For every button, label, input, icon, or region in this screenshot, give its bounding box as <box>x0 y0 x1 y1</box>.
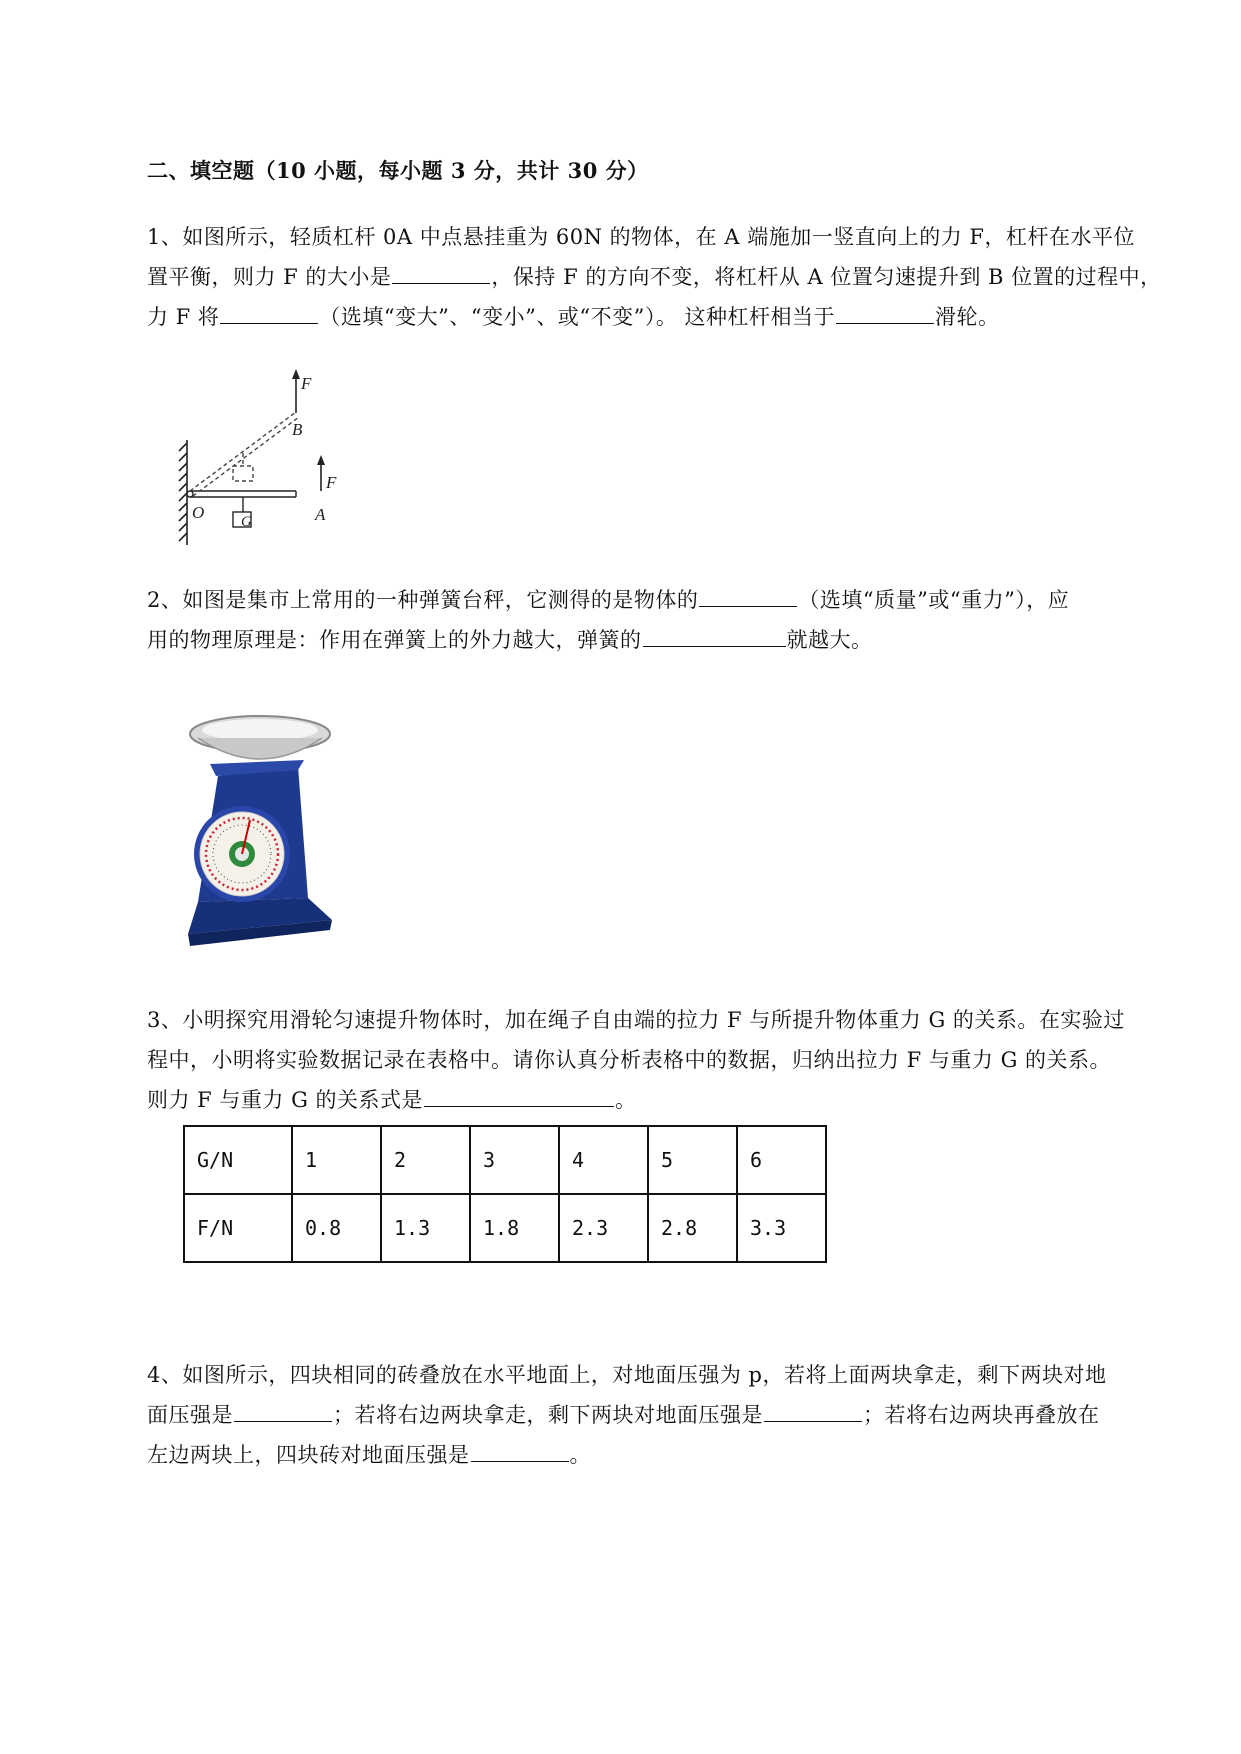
table-header-g: G/N <box>184 1126 292 1194</box>
dashed-lever <box>190 412 299 496</box>
q4-line-2-text-a: 面压强是 <box>147 1403 233 1427</box>
q1-line-3-text-c: 滑轮。 <box>935 305 1000 329</box>
q2-blank-1[interactable] <box>699 586 797 607</box>
spring-scale-image <box>180 708 340 956</box>
table-header-f: F/N <box>184 1194 292 1262</box>
table-cell: 2.3 <box>559 1194 648 1262</box>
table-cell: 6 <box>737 1126 826 1194</box>
q1-line-1: 1、如图所示，轻质杠杆 0A 中点悬挂重为 60N 的物体，在 A 端施加一竖直向上的力 F，杠杆在水平位 <box>147 225 1135 249</box>
q3-line-3-text-b: 。 <box>615 1088 637 1112</box>
table-cell: 4 <box>559 1126 648 1194</box>
label-f-right: F <box>326 473 337 492</box>
q3-line-1: 3、小明探究用滑轮匀速提升物体时，加在绳子自由端的拉力 F 与所提升物体重力 G 的关系。在实验过 <box>147 1008 1125 1032</box>
q4-line-1: 4、如图所示，四块相同的砖叠放在水平地面上，对地面压强为 p，若将上面两块拿走，剩下两块对地 <box>147 1363 1107 1387</box>
table-cell: 3 <box>470 1126 559 1194</box>
q2-line-2-text-b: 就越大。 <box>786 628 873 652</box>
q2-blank-2[interactable] <box>643 626 786 647</box>
data-table <box>183 1125 827 1263</box>
label-a: A <box>315 505 326 524</box>
table-row-g <box>184 1126 826 1194</box>
table-cell: 5 <box>648 1126 737 1194</box>
q4-line-2-text-c: ；若将右边两块再叠放在 <box>863 1403 1100 1427</box>
q1-line-3-text-b: （选填“变大”、“变小”、或“不变”）。 这种杠杆相当于 <box>319 305 836 329</box>
q2-line-1-text-a: 2、如图是集市上常用的一种弹簧台秤，它测得的是物体的 <box>147 588 699 612</box>
q4-line-2-text-b: ；若将右边两块拿走，剩下两块对地面压强是 <box>333 1403 763 1427</box>
q4-line-2 <box>147 1400 1100 1430</box>
table-cell: 1.3 <box>381 1194 470 1262</box>
label-b: B <box>292 420 303 439</box>
q2-line-2-text-a: 用的物理原理是：作用在弹簧上的外力越大，弹簧的 <box>147 628 642 652</box>
q1-blank-3[interactable] <box>836 303 934 324</box>
lever-figure <box>168 365 358 550</box>
table-cell: 1 <box>292 1126 381 1194</box>
table-cell: 0.8 <box>292 1194 381 1262</box>
q1-line-3 <box>147 302 1000 332</box>
force-arrow-right <box>317 455 325 491</box>
q4-blank-2[interactable] <box>764 1401 862 1422</box>
section-title: 二、填空题（10 小题，每小题 3 分，共计 30 分） <box>147 158 649 183</box>
q4-blank-1[interactable] <box>234 1401 332 1422</box>
label-g: G <box>241 514 252 530</box>
force-arrow-top <box>292 369 300 413</box>
table-cell: 1.8 <box>470 1194 559 1262</box>
q4-line-3 <box>147 1440 591 1470</box>
q3-line-3 <box>147 1085 637 1115</box>
q1-line-2-text-a: 置平衡，则力 F 的大小是 <box>147 265 392 289</box>
q2-line-1 <box>147 585 1069 615</box>
q1-line-2 <box>147 262 1162 292</box>
wall-hatching <box>179 440 187 545</box>
q1-line-2-text-b: ，保持 F 的方向不变，将杠杆从 A 位置匀速提升到 B 位置的过程中， <box>491 265 1162 289</box>
q2-line-2 <box>147 625 873 655</box>
table-row-f <box>184 1194 826 1262</box>
table-cell: 2 <box>381 1126 470 1194</box>
q4-line-3-text-b: 。 <box>569 1443 591 1467</box>
q3-line-3-text-a: 则力 F 与重力 G 的关系式是 <box>147 1088 424 1112</box>
q2-line-1-text-b: （选填“质量”或“重力”），应 <box>798 588 1070 612</box>
q4-blank-3[interactable] <box>471 1441 569 1462</box>
q3-line-2: 程中，小明将实验数据记录在表格中。请你认真分析表格中的数据，归纳出拉力 F 与重力 G 的关系。 <box>147 1048 1112 1072</box>
table-cell: 3.3 <box>737 1194 826 1262</box>
q3-blank-1[interactable] <box>424 1086 614 1107</box>
lever-bar <box>187 491 296 497</box>
table-cell: 2.8 <box>648 1194 737 1262</box>
q4-line-3-text-a: 左边两块上，四块砖对地面压强是 <box>147 1443 470 1467</box>
q1-blank-2[interactable] <box>220 303 318 324</box>
label-f-top: F <box>301 374 312 393</box>
q1-blank-1[interactable] <box>392 263 490 284</box>
q1-line-3-text-a: 力 F 将 <box>147 305 220 329</box>
label-o: O <box>192 503 205 522</box>
